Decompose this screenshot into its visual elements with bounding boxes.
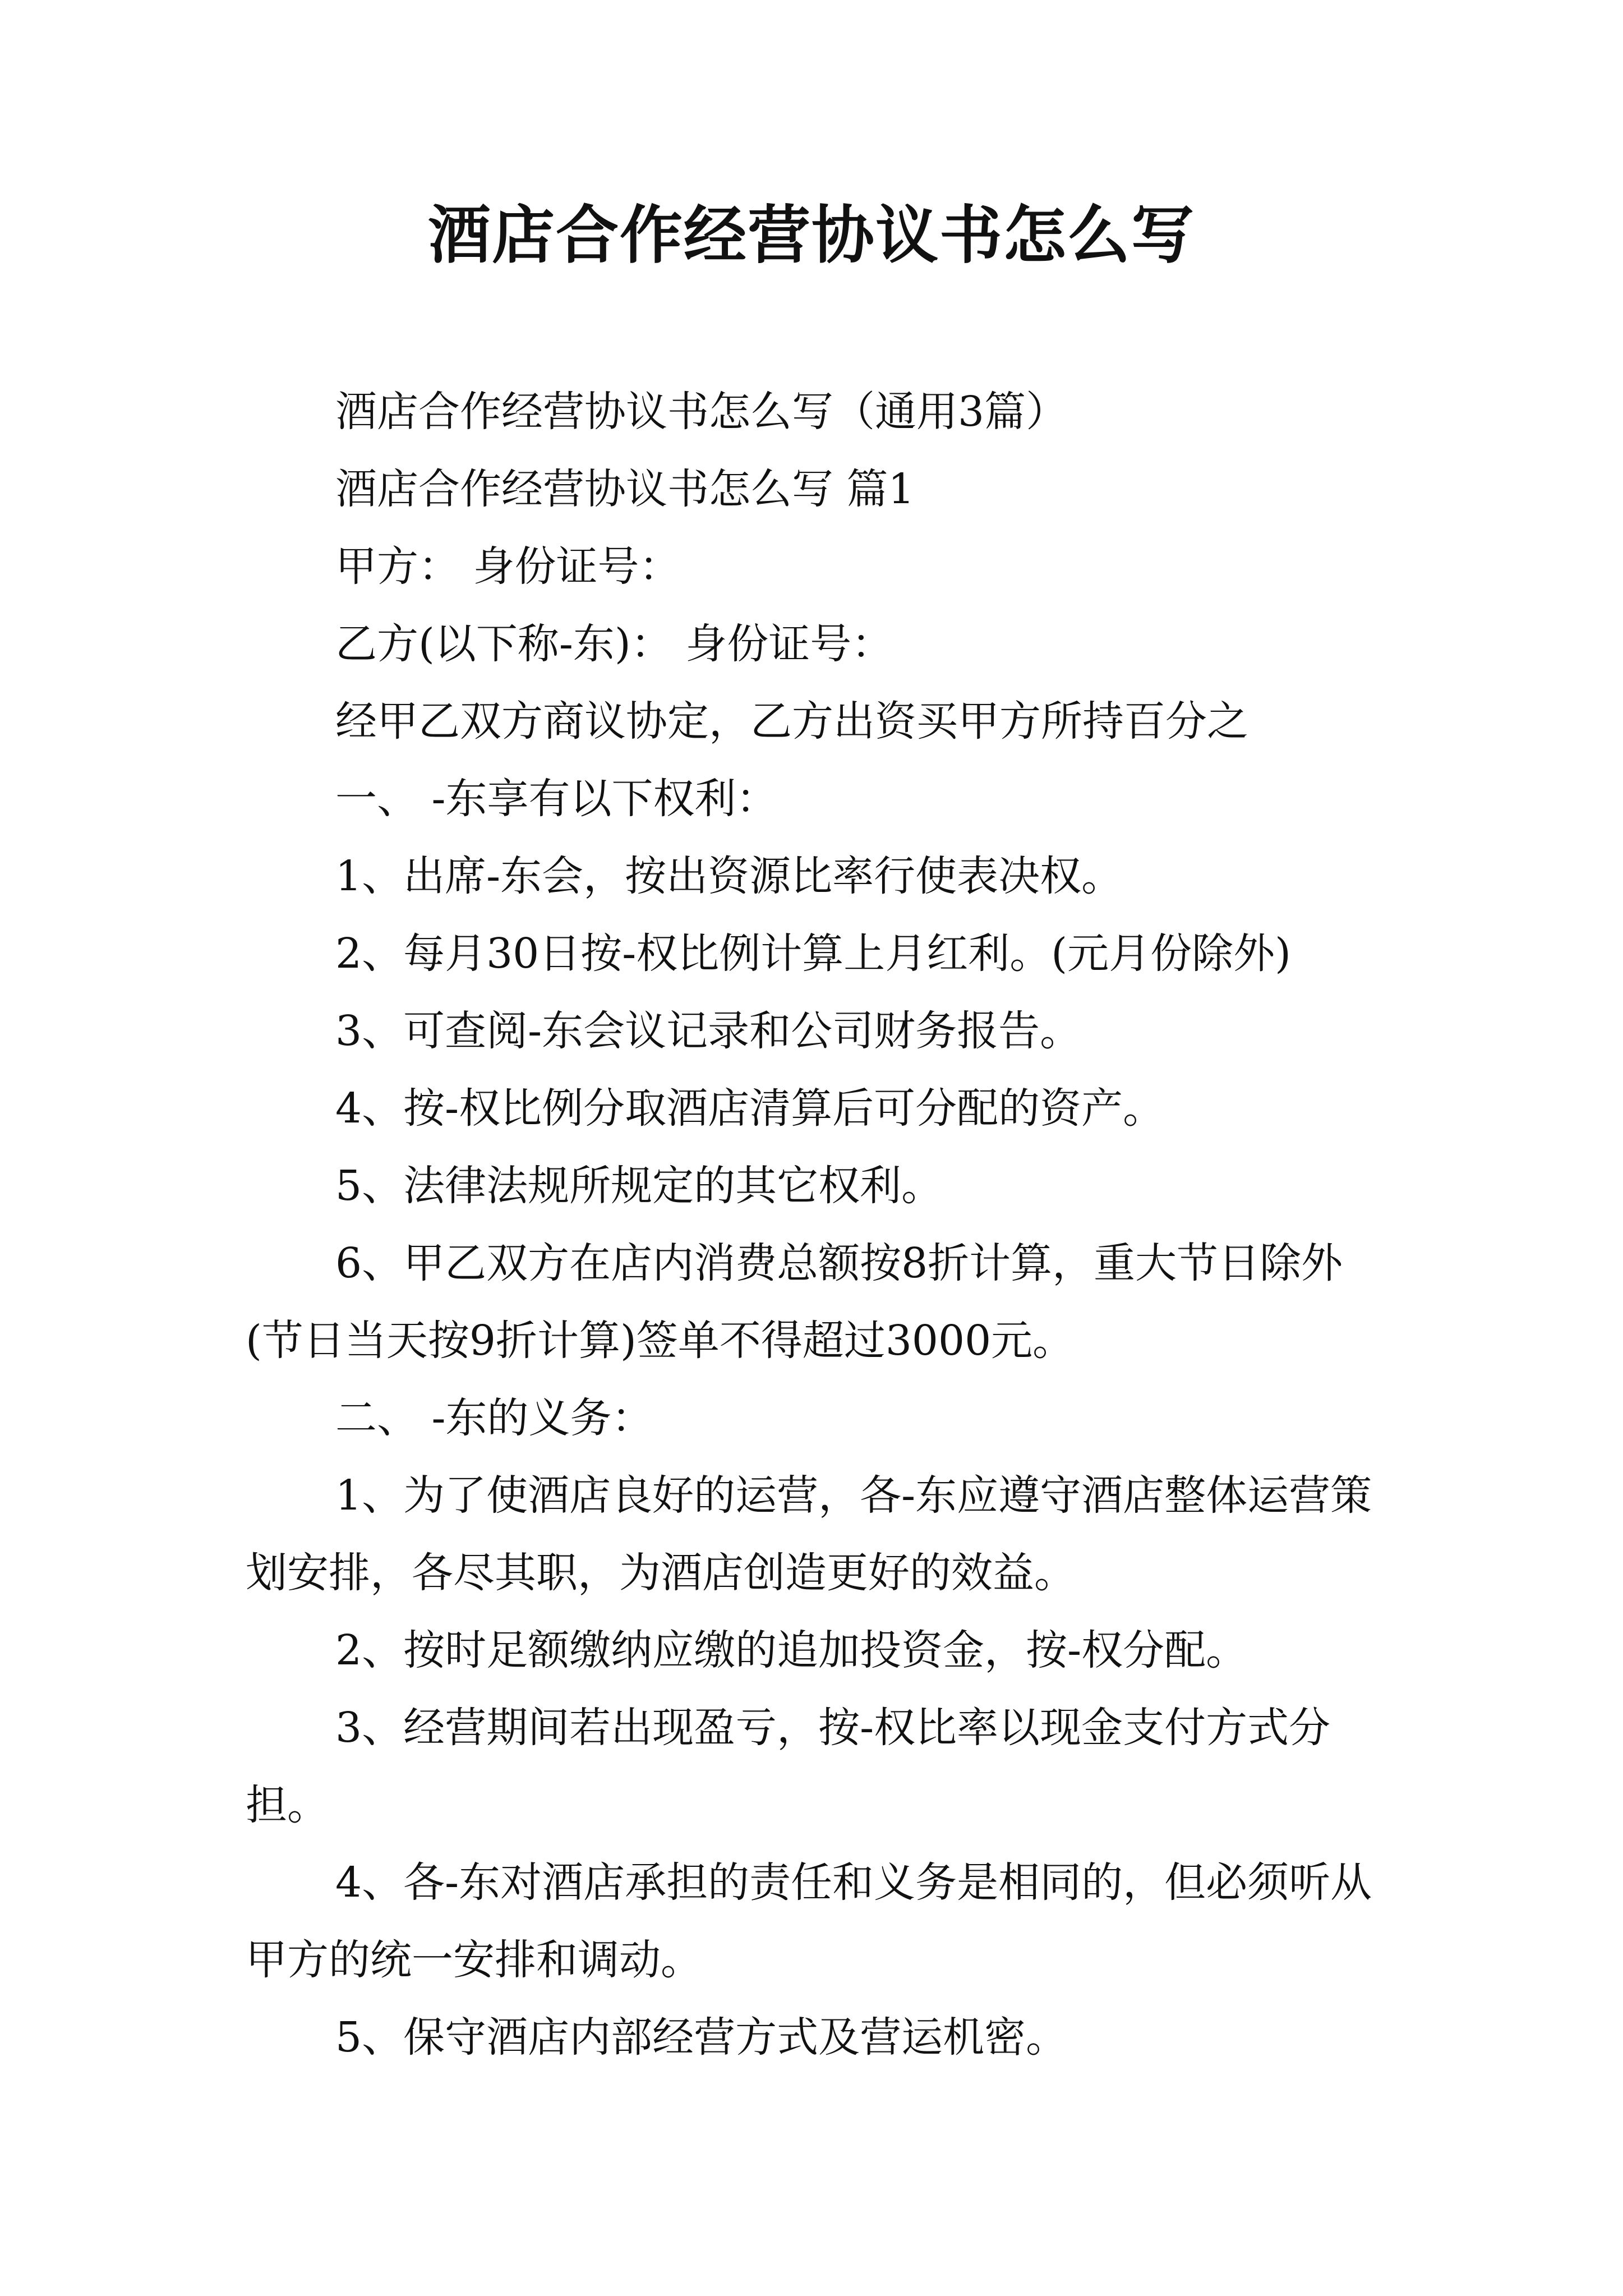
paragraph-party-a: 甲方： 身份证号： [335, 542, 681, 591]
paragraph-party-b: 乙方(以下称-东)： 身份证号： [335, 620, 893, 668]
paragraph-right-1: 1、出席-东会，按出资源比率行使表决权。 [335, 852, 1123, 900]
paragraph-right-3: 3、可查阅-东会议记录和公司财务报告。 [335, 1007, 1082, 1055]
paragraph-obligation-2: 2、按时足额缴纳应缴的追加投资金，按-权分配。 [335, 1626, 1248, 1674]
paragraph-agreement-intro: 经甲乙双方商议协定，乙方出资买甲方所持百分之 [335, 697, 1248, 746]
paragraph-right-4: 4、按-权比例分取酒店清算后可分配的资产。 [335, 1084, 1165, 1133]
paragraph-subtitle: 酒店合作经营协议书怎么写（通用3篇） [335, 388, 1068, 436]
paragraph-rights-heading: 一、 -东享有以下权利： [335, 775, 778, 823]
paragraph-right-5: 5、法律法规所规定的其它权利。 [335, 1162, 943, 1210]
paragraph-obligations-heading: 二、 -东的义务： [335, 1394, 653, 1442]
paragraph-obligation-1: 1、为了使酒店良好的运营，各-东应遵守酒店整体运营策划安排，各尽其职，为酒店创造更好的效益。 [246, 1471, 1372, 1597]
paragraph-obligation-4: 4、各-东对酒店承担的责任和义务是相同的，但必须听从甲方的统一安排和调动。 [246, 1858, 1372, 1984]
paragraph-right-2: 2、每月30日按-权比例计算上月红利。(元月份除外) [335, 930, 1291, 978]
paragraph-right-6: 6、甲乙双方在店内消费总额按8折计算，重大节日除外(节日当天按9折计算)签单不得超过3000元。 [246, 1239, 1343, 1365]
document-title: 酒店合作经营协议书怎么写 [428, 199, 1195, 272]
paragraph-obligation-5: 5、保守酒店内部经营方式及营运机密。 [335, 2013, 1068, 2062]
paragraph-section-heading: 酒店合作经营协议书怎么写 篇1 [335, 465, 915, 513]
paragraph-obligation-3: 3、经营期间若出现盈亏，按-权比率以现金支付方式分担。 [246, 1704, 1331, 1829]
document-body [246, 373, 1378, 2076]
